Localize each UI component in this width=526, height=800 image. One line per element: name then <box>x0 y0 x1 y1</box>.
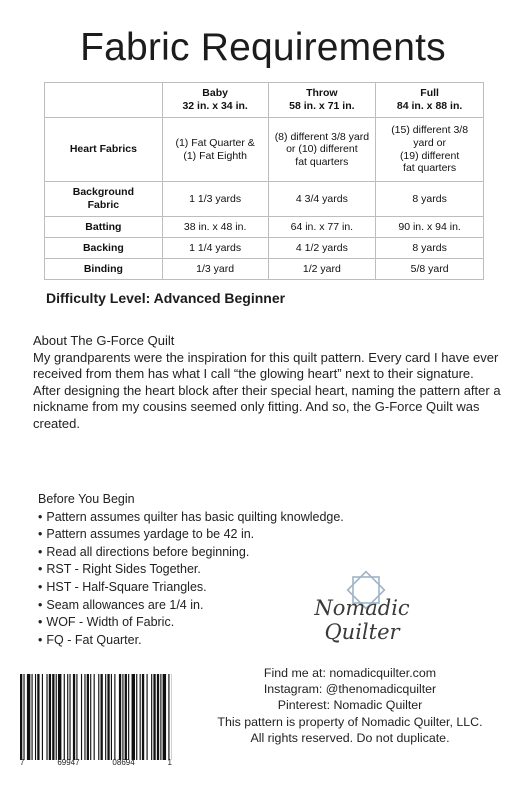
barcode-bar <box>76 674 77 760</box>
table-row <box>45 238 484 259</box>
row-label-background-fabric: Background Fabric <box>45 182 163 217</box>
barcode-bar <box>84 674 85 760</box>
row-label-batting: Batting <box>45 217 163 238</box>
contact-rights-notice: All rights reserved. Do not duplicate. <box>250 730 450 745</box>
nomadic-quilter-logo <box>278 568 446 660</box>
list-item: • Pattern assumes yardage to be 42 in. <box>38 526 378 544</box>
barcode-bar <box>157 674 159 760</box>
list-item: • Seam allowances are 1/4 in. <box>38 597 378 615</box>
barcode <box>20 674 172 760</box>
barcode-digit-group: 69947 <box>57 758 80 767</box>
contact-website: Find me at: nomadicquilter.com <box>263 666 437 680</box>
barcode-bar <box>37 674 39 760</box>
table-header-row <box>45 83 484 118</box>
barcode-bar <box>163 674 166 760</box>
barcode-bar <box>168 674 169 760</box>
barcode-bar <box>122 674 123 760</box>
fabric-requirements-table <box>44 82 484 280</box>
before-heading: Before You Begin <box>38 492 135 506</box>
table-cell: 64 in. x 77 in. <box>268 217 376 238</box>
barcode-bar <box>132 674 135 760</box>
column-size: 84 in. x 88 in. <box>396 100 463 112</box>
table-cell: 1 1/4 yards <box>162 238 268 259</box>
barcode-bar <box>111 674 112 760</box>
table-cell: 1 1/3 yards <box>162 182 268 217</box>
list-item: • Pattern assumes quilter has basic quilting knowledge. <box>38 509 378 527</box>
barcode-bar <box>87 674 89 760</box>
table-cell: (15) different 3/8 yard or (19) different fat quarters <box>376 118 484 182</box>
table-cell: 38 in. x 48 in. <box>162 217 268 238</box>
barcode-bar <box>69 674 70 760</box>
barcode-bar <box>90 674 91 760</box>
contact-info <box>190 665 510 746</box>
barcode-bar <box>35 674 36 760</box>
barcode-bar <box>107 674 109 760</box>
list-item: • HST - Half-Square Triangles. <box>38 579 378 597</box>
about-section <box>33 333 503 432</box>
contact-property-notice: This pattern is property of Nomadic Quilter, LLC. <box>217 714 483 729</box>
table-cell: (1) Fat Quarter & (1) Fat Eighth <box>162 118 268 182</box>
table-row <box>45 217 484 238</box>
column-header-full <box>376 83 484 118</box>
barcode-bar <box>73 674 75 760</box>
barcode-bar <box>64 674 65 760</box>
barcode-bar <box>32 674 33 760</box>
table-cell: 1/2 yard <box>268 259 376 280</box>
table-cell: 5/8 yard <box>376 259 484 280</box>
barcode-bar <box>58 674 61 760</box>
column-header-throw <box>268 83 376 118</box>
barcode-bar <box>125 674 127 760</box>
list-item: • WOF - Width of Fabric. <box>38 614 378 632</box>
logo-text: Nomadic Quilter <box>314 596 410 644</box>
contact-instagram: Instagram: @thenomadicquilter <box>263 682 437 697</box>
barcode-bar <box>151 674 152 760</box>
about-heading: About The G-Force Quilt <box>33 333 175 348</box>
barcode-digit-group: 08694 <box>112 758 135 767</box>
barcode-bar <box>23 674 24 760</box>
list-item: • Read all directions before beginning. <box>38 544 378 562</box>
row-label-binding: Binding <box>45 259 163 280</box>
barcode-digit-group: 7 <box>20 758 25 767</box>
barcode-bar <box>136 674 137 760</box>
table-cell: 8 yards <box>376 238 484 259</box>
contact-pinterest: Pinterest: Nomadic Quilter <box>277 698 423 713</box>
barcode-digit-group: 1 <box>167 758 172 767</box>
barcode-bar <box>140 674 141 760</box>
table-row <box>45 259 484 280</box>
difficulty-level: Difficulty Level: Advanced Beginner <box>46 290 286 306</box>
barcode-bar <box>94 674 95 760</box>
list-item: • RST - Right Sides Together. <box>38 561 378 579</box>
barcode-bar <box>56 674 57 760</box>
barcode-bar <box>147 674 148 760</box>
barcode-bar <box>46 674 47 760</box>
table-row <box>45 118 484 182</box>
barcode-bar <box>49 674 51 760</box>
table-row <box>45 182 484 217</box>
column-name: Baby <box>202 87 228 100</box>
barcode-bar <box>67 674 68 760</box>
table-cell: 1/3 yard <box>162 259 268 280</box>
barcode-bar <box>119 674 121 760</box>
page-title: Fabric Requirements <box>80 26 446 69</box>
table-cell: 8 yards <box>376 182 484 217</box>
table-cell: (8) different 3/8 yard or (10) different fat quarters <box>268 118 376 182</box>
barcode-bar <box>128 674 129 760</box>
barcode-digits <box>20 758 172 767</box>
barcode-bar <box>98 674 99 760</box>
barcode-bar <box>27 674 30 760</box>
table-cell: 4 3/4 yards <box>268 182 376 217</box>
barcode-bar <box>114 674 115 760</box>
barcode-bar <box>160 674 161 760</box>
barcode-bar <box>153 674 155 760</box>
about-body: My grandparents were the inspiration for this quilt pattern. Every card I have ever received from them has what I call “the glowing heart” next to their signature. After designing the heart block after their special heart, naming the pattern after a nickname from my cousins seemed only fitting. And so, the G-Force Quilt was created. <box>33 349 501 431</box>
row-label-backing: Backing <box>45 238 163 259</box>
barcode-bar <box>20 674 22 760</box>
barcode-bar <box>81 674 82 760</box>
barcode-bar <box>52 674 54 760</box>
table-corner-cell <box>45 83 163 118</box>
column-size: 32 in. x 34 in. <box>182 100 248 112</box>
barcode-bar <box>105 674 106 760</box>
column-name: Full <box>420 87 439 100</box>
barcode-bar <box>101 674 103 760</box>
column-name: Throw <box>306 87 338 100</box>
list-item: • FQ - Fat Quarter. <box>38 632 378 650</box>
column-size: 58 in. x 71 in. <box>289 100 355 112</box>
barcode-bar <box>142 674 144 760</box>
table-cell: 90 in. x 94 in. <box>376 217 484 238</box>
row-label-heart-fabrics: Heart Fabrics <box>45 118 163 182</box>
table-cell: 4 1/2 yards <box>268 238 376 259</box>
column-header-baby <box>162 83 268 118</box>
barcode-bar <box>42 674 43 760</box>
